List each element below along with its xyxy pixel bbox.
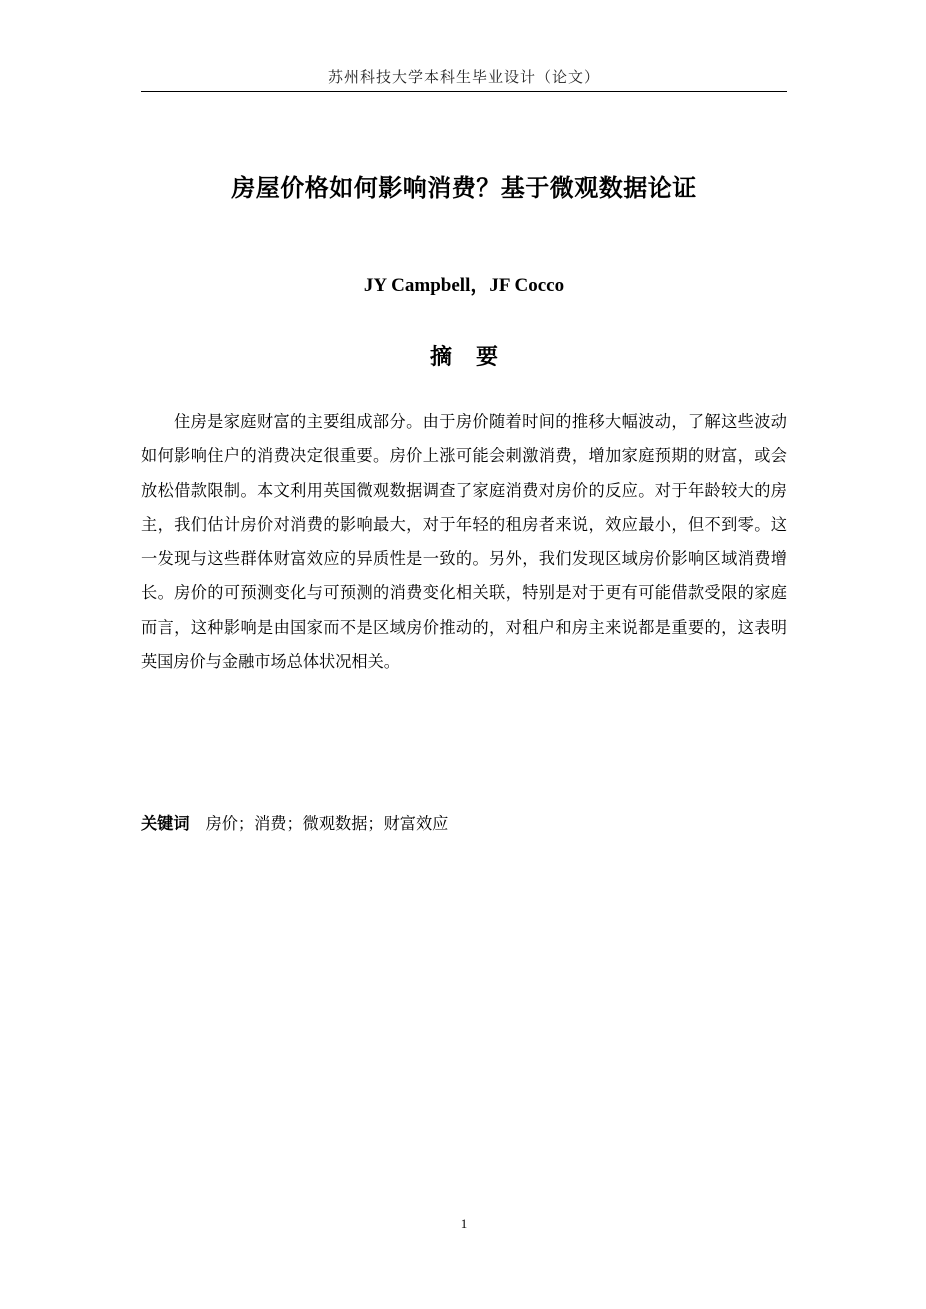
keywords-text: 房价；消费；微观数据；财富效应	[205, 814, 449, 833]
paper-authors: JY Campbell，JF Cocco	[363, 275, 565, 296]
abstract-heading: 摘要	[429, 345, 522, 370]
header-rule	[141, 91, 787, 92]
keywords-label: 关键词	[141, 814, 190, 833]
running-header: 苏州科技大学本科生毕业设计（论文）	[327, 68, 600, 86]
paper-title: 房屋价格如何影响消费？基于微观数据论证	[231, 174, 697, 202]
abstract-body: 住房是家庭财富的主要组成部分。由于房价随着时间的推移大幅波动，了解这些波动如何影响住户的消费决定很重要。房价上涨可能会刺激消费，增加家庭预期的财富，或会放松借款限制。本文利用英国微观数据调查了家庭消费对房价的反应。对于年龄较大的房主，我们估计房价对消费的影响最大，对于年轻的租房者来说，效应最小，但不到零。这一发现与这些群体财富效应的异质性是一致的。另外，我们发现区域房价影响区域消费增长。房价的可预测变化与可预测的消费变化相关联，特别是对于更有可能借款受限的家庭而言，这种影响是由国家而不是区域房价推动的，对租户和房主来说都是重要的，这表明英国房价与金融市场总体状况相关。	[141, 412, 787, 672]
page-number: 1	[460, 1216, 468, 1231]
keywords-line	[141, 810, 787, 834]
